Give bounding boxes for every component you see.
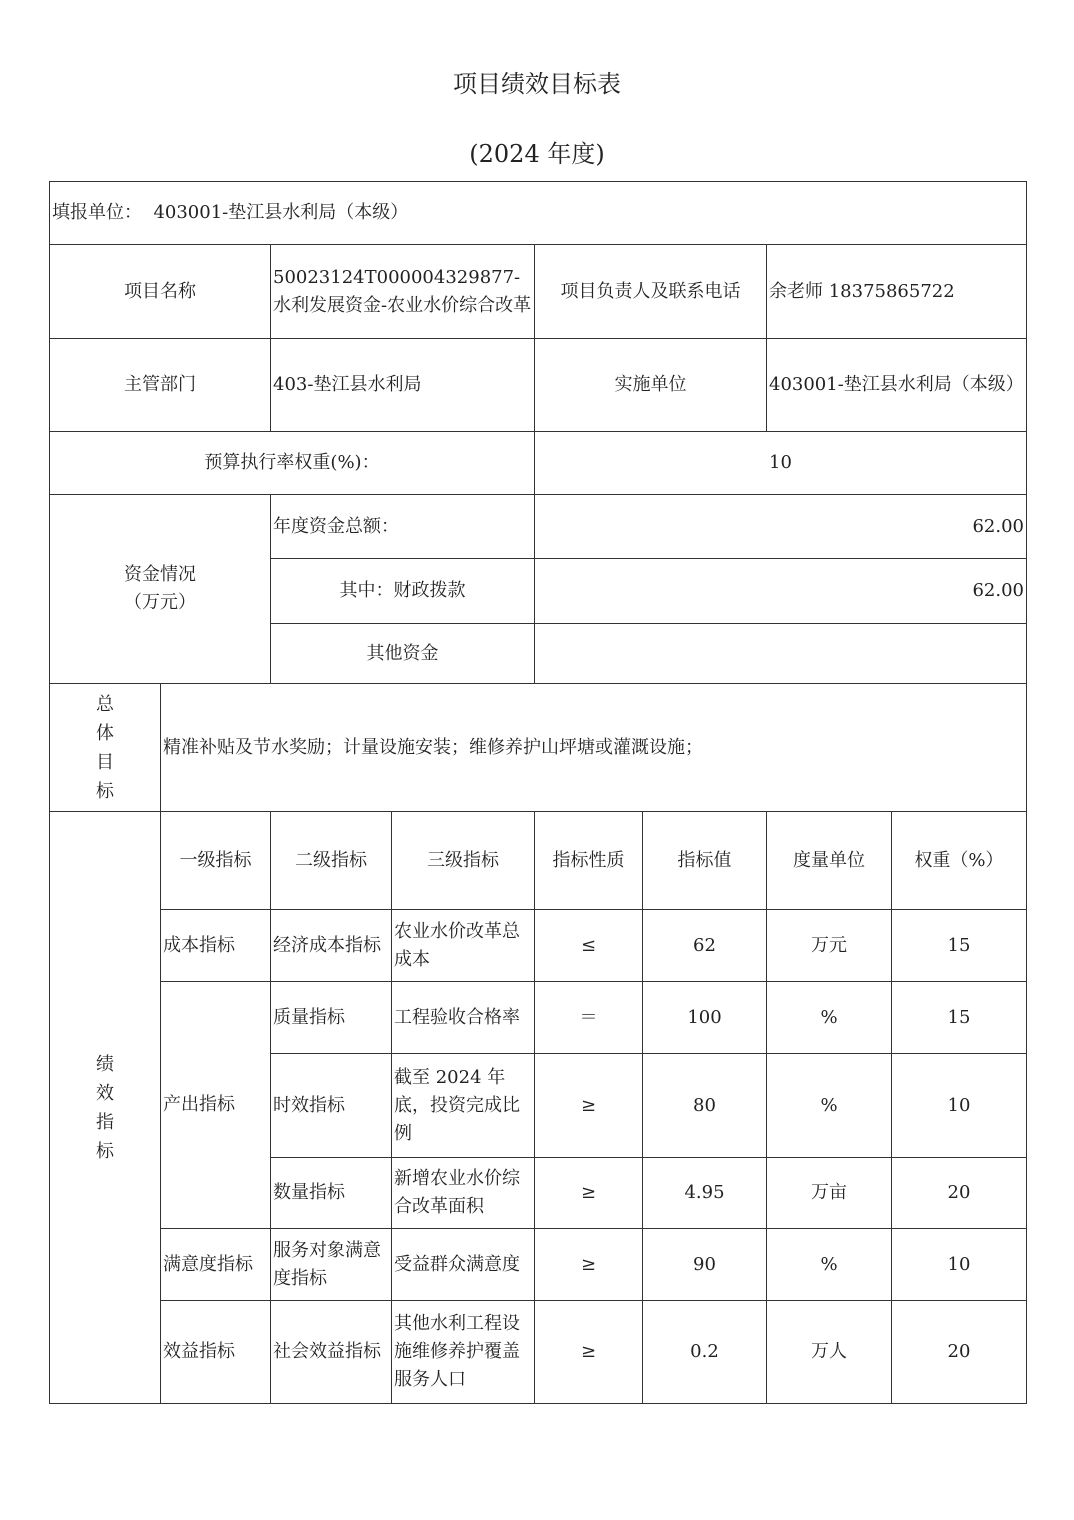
header-level3: 三级指标 <box>392 812 535 910</box>
table-row <box>50 910 1027 982</box>
nature-cell: ≥ <box>535 1158 643 1229</box>
budget-rate-row <box>50 432 1027 495</box>
funds-total-row <box>50 495 1027 559</box>
performance-target-table <box>49 181 1027 1404</box>
header-weight: 权重（%） <box>892 812 1027 910</box>
indicators-label-char: 标 <box>96 1140 114 1162</box>
funds-other-value <box>535 624 1027 684</box>
goal-label-char: 目 <box>96 751 114 773</box>
value-cell: 100 <box>643 982 767 1054</box>
weight-cell: 10 <box>892 1229 1027 1301</box>
indicators-label-char: 指 <box>96 1111 114 1133</box>
level2-cell: 服务对象满意度指标 <box>271 1229 392 1301</box>
nature-cell: ≥ <box>535 1054 643 1158</box>
nature-cell: ＝ <box>535 982 643 1054</box>
level3-cell: 工程验收合格率 <box>392 982 535 1054</box>
value-cell: 0.2 <box>643 1301 767 1404</box>
funds-label-line2: （万元） <box>124 592 196 613</box>
funds-fiscal-label: 其中：财政拨款 <box>271 559 535 624</box>
level1-cost: 成本指标 <box>161 910 271 982</box>
level3-cell: 新增农业水价综合改革面积 <box>392 1158 535 1229</box>
value-cell: 4.95 <box>643 1158 767 1229</box>
level2-cell: 数量指标 <box>271 1158 392 1229</box>
table-row <box>50 982 1027 1054</box>
dept-value: 403-垫江县水利局 <box>271 339 535 432</box>
overall-goal-content: 精准补贴及节水奖励；计量设施安装；维修养护山坪塘或灌溉设施； <box>161 684 1027 812</box>
level3-cell: 受益群众满意度 <box>392 1229 535 1301</box>
level3-cell: 截至 2024 年底，投资完成比例 <box>392 1054 535 1158</box>
indicator-header-row <box>50 812 1027 910</box>
overall-goal-row <box>50 684 1027 812</box>
indicators-label <box>50 812 161 1404</box>
level2-cell: 质量指标 <box>271 982 392 1054</box>
indicators-label-char: 效 <box>96 1082 114 1104</box>
header-value: 指标值 <box>643 812 767 910</box>
dept-row <box>50 339 1027 432</box>
unit-cell: 万人 <box>767 1301 892 1404</box>
header-level1: 一级指标 <box>161 812 271 910</box>
funds-other-label: 其他资金 <box>271 624 535 684</box>
contact-label: 项目负责人及联系电话 <box>535 245 767 339</box>
unit-cell: 万亩 <box>767 1158 892 1229</box>
unit-label: 填报单位： <box>52 202 142 223</box>
nature-cell: ≥ <box>535 1229 643 1301</box>
weight-cell: 20 <box>892 1301 1027 1404</box>
unit-cell: % <box>767 1229 892 1301</box>
table-row <box>50 1301 1027 1404</box>
project-name-value: 50023124T000004329877-水利发展资金-农业水价综合改革 <box>271 245 535 339</box>
dept-label: 主管部门 <box>50 339 271 432</box>
project-name-row <box>50 245 1027 339</box>
goal-label-char: 体 <box>96 722 114 744</box>
goal-label-char: 总 <box>96 693 114 715</box>
contact-value: 余老师 18375865722 <box>767 245 1027 339</box>
value-cell: 80 <box>643 1054 767 1158</box>
budget-rate-value: 10 <box>535 432 1027 495</box>
level3-cell: 其他水利工程设施维修养护覆盖服务人口 <box>392 1301 535 1404</box>
level1-satisfaction: 满意度指标 <box>161 1229 271 1301</box>
value-cell: 62 <box>643 910 767 982</box>
weight-cell: 15 <box>892 910 1027 982</box>
unit-cell: % <box>767 1054 892 1158</box>
unit-value: 403001-垫江县水利局（本级） <box>153 202 409 223</box>
level1-benefit: 效益指标 <box>161 1301 271 1404</box>
budget-rate-label: 预算执行率权重(%)： <box>50 432 535 495</box>
page-title: 项目绩效目标表 <box>453 70 621 98</box>
goal-label-char: 标 <box>96 780 114 802</box>
page-subtitle-year: (2024 年度) <box>469 140 605 168</box>
overall-goal-label <box>50 684 161 812</box>
indicators-label-char: 绩 <box>96 1053 114 1075</box>
level2-cell: 时效指标 <box>271 1054 392 1158</box>
impl-label: 实施单位 <box>535 339 767 432</box>
level2-cell: 社会效益指标 <box>271 1301 392 1404</box>
unit-cell: 万元 <box>767 910 892 982</box>
level1-output: 产出指标 <box>161 982 271 1229</box>
level2-cell: 经济成本指标 <box>271 910 392 982</box>
nature-cell: ≤ <box>535 910 643 982</box>
funds-label <box>50 495 271 684</box>
unit-cell: % <box>767 982 892 1054</box>
project-name-label: 项目名称 <box>50 245 271 339</box>
table-row <box>50 1229 1027 1301</box>
weight-cell: 20 <box>892 1158 1027 1229</box>
funds-fiscal-value: 62.00 <box>535 559 1027 624</box>
unit-cell <box>50 182 1027 245</box>
header-level2: 二级指标 <box>271 812 392 910</box>
weight-cell: 10 <box>892 1054 1027 1158</box>
level3-cell: 农业水价改革总成本 <box>392 910 535 982</box>
funds-total-label: 年度资金总额： <box>271 495 535 559</box>
impl-value: 403001-垫江县水利局（本级） <box>767 339 1027 432</box>
header-unit: 度量单位 <box>767 812 892 910</box>
weight-cell: 15 <box>892 982 1027 1054</box>
value-cell: 90 <box>643 1229 767 1301</box>
funds-label-line1: 资金情况 <box>124 564 196 585</box>
header-nature: 指标性质 <box>535 812 643 910</box>
unit-row <box>50 182 1027 245</box>
nature-cell: ≥ <box>535 1301 643 1404</box>
funds-total-value: 62.00 <box>535 495 1027 559</box>
